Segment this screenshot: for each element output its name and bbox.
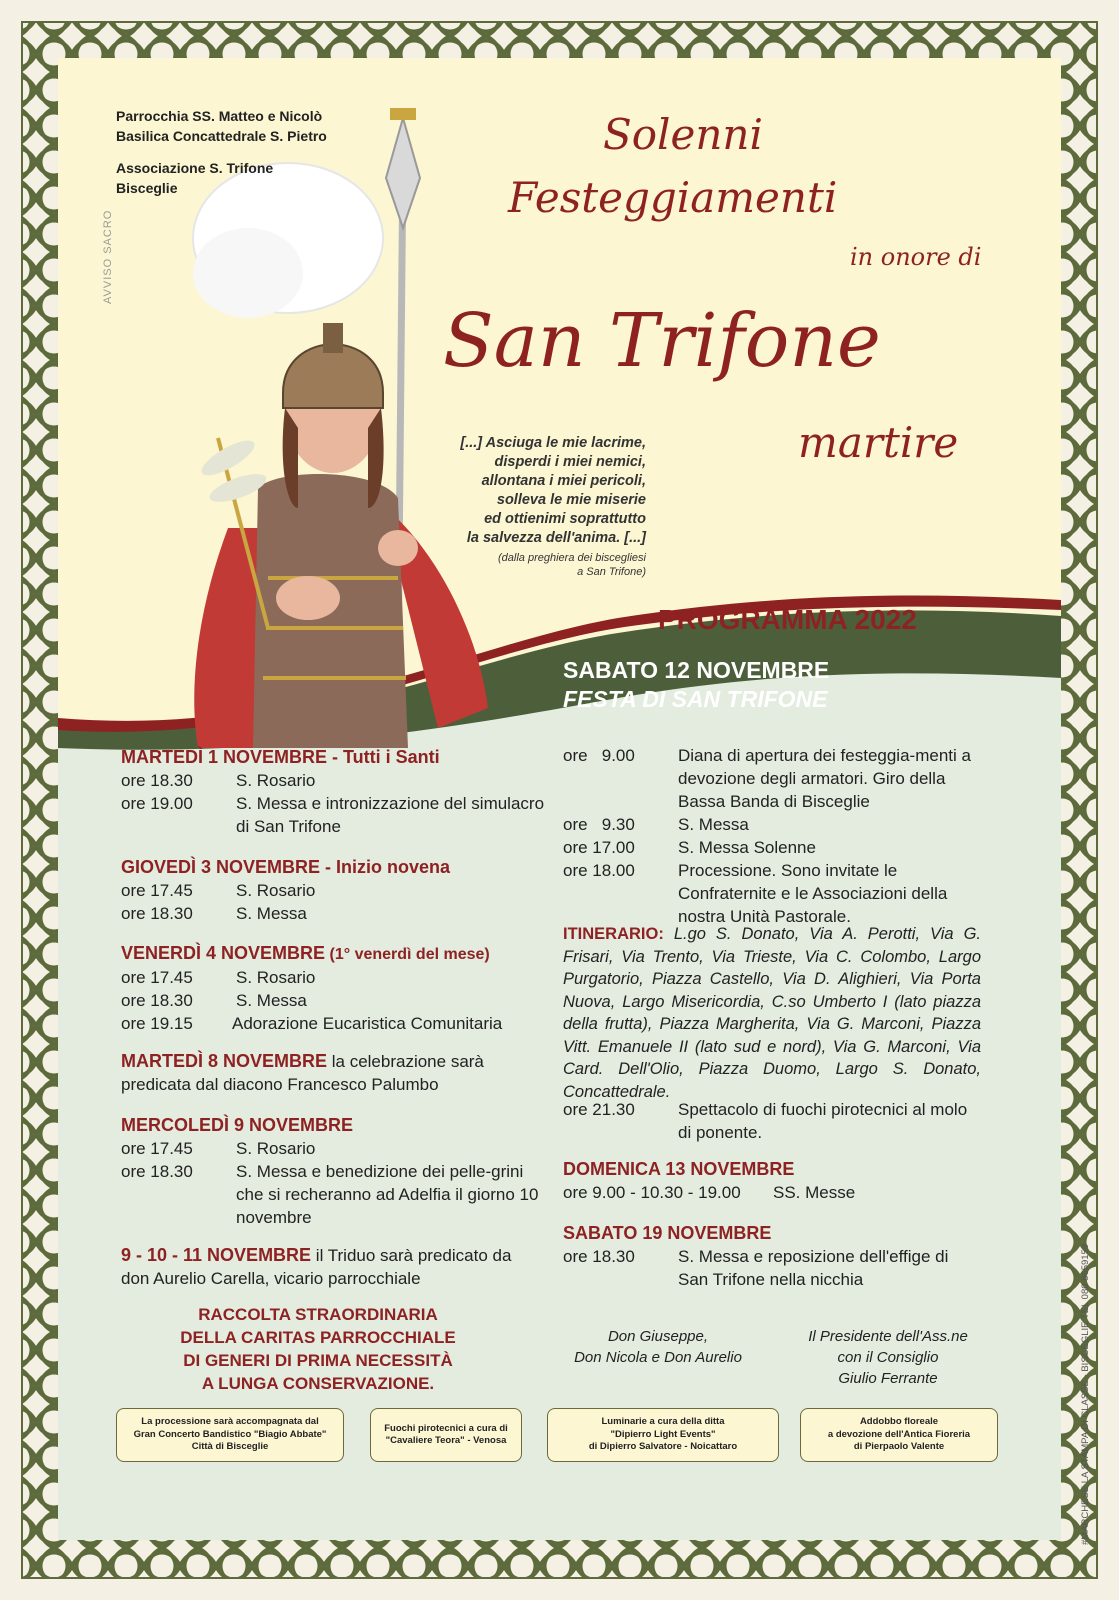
avviso-sacro-label: AVVISO SACRO — [102, 209, 114, 304]
section-martedi-8: MARTEDÌ 8 NOVEMBRE la celebrazione sarà predicata dal diacono Francesco Palumbo — [121, 1051, 484, 1094]
title-san-trifone: San Trifone — [443, 298, 881, 384]
section-heading: DOMENICA 13 NOVEMBRE — [563, 1159, 795, 1179]
sponsor-fioreria — [800, 1408, 998, 1462]
association-line-2: Bisceglie — [116, 180, 178, 196]
sponsor-line: di Pierpaolo Valente — [853, 1441, 945, 1453]
signature-clergy — [548, 1326, 768, 1368]
section-sabato-19 — [563, 1222, 983, 1291]
schedule-row: ore 19.00 S. Messa e intronizzazione del simulacro di San Trifone — [121, 794, 545, 836]
parish-line-1: Parrocchia SS. Matteo e Nicolò — [116, 108, 323, 124]
title-festeggiamenti: Festeggiamenti — [508, 173, 838, 222]
prayer-source — [426, 551, 646, 579]
signature-line: con il Consiglio — [837, 1349, 939, 1366]
schedule-row: ore 18.30 S. Messa e reposizione dell'effige di San Trifone nella nicchia — [563, 1247, 949, 1289]
section-heading: VENERDÌ 4 NOVEMBRE (1° venerdì del mese) — [121, 943, 490, 963]
sponsor-line: Fuochi pirotecnici a cura di — [384, 1422, 508, 1434]
schedule-row: ore 9.00 Diana di apertura dei festeggia-menti a devozione degli armatori. Giro della Bassa Banda di Bisceglie — [563, 746, 971, 811]
sponsor-line: a devozione dell'Antica Fioreria — [827, 1428, 971, 1440]
fuochi-row — [563, 1098, 983, 1144]
caritas-line: DI GENERI DI PRIMA NECESSITÀ — [183, 1351, 453, 1370]
section-sabato-12-schedule — [563, 744, 983, 928]
caritas-line: A LUNGA CONSERVAZIONE. — [201, 1374, 435, 1393]
section-heading: GIOVEDÌ 3 NOVEMBRE - Inizio novena — [121, 857, 451, 877]
sponsor-luminarie — [547, 1408, 779, 1462]
association-name — [116, 158, 273, 198]
parish-name — [116, 106, 327, 146]
caritas-notice — [128, 1303, 508, 1395]
caritas-line: RACCOLTA STRAORDINARIA — [198, 1305, 438, 1324]
schedule-row: ore 9.30 S. Messa — [563, 815, 749, 834]
section-mercoledi-9 — [121, 1114, 541, 1229]
section-heading: MARTEDÌ 1 NOVEMBRE - Tutti i Santi — [121, 747, 440, 767]
itinerario-text: ITINERARIO: L.go S. Donato, Via A. Perotti, Via G. Frisari, Via Trento, Via Trieste, Via C. Colombo, Largo Purgatorio, Piazza Castello, Via D. Alighieri, Via Porta Nuova, Largo Misericordia, C.so Umberto I (lato piazza della frutta), Piazza Margherita, Via G. Marconi, Piazza Vitt. Emanuele II (lato sud e nord), Via G. Marconi, Via Card. Dell'Olio, Piazza Duomo, Largo S. Donato, Concattedrale. — [563, 925, 981, 1101]
signature-line: Giulio Ferrante — [838, 1370, 938, 1387]
prayer-quote — [426, 434, 646, 548]
quote-line: [...] Asciuga le mie lacrime, — [460, 435, 646, 451]
caritas-line: DELLA CARITAS PARROCCHIALE — [180, 1328, 456, 1347]
signature-president — [778, 1326, 998, 1389]
section-venerdi-4 — [121, 942, 561, 1035]
schedule-row: ore 17.45 S. Rosario — [121, 1139, 316, 1158]
sabato12-heading: SABATO 12 NOVEMBRE — [563, 657, 830, 683]
source-line: a San Trifone) — [577, 566, 646, 578]
sponsor-line: "Cavaliere Teora" - Venosa — [385, 1435, 507, 1446]
schedule-row: ore 18.30 S. Messa — [121, 904, 307, 923]
sponsor-line: Città di Bisceglie — [191, 1441, 269, 1453]
schedule-row: ore 17.00 S. Messa Solenne — [563, 838, 816, 857]
sponsor-banda — [116, 1408, 344, 1462]
section-giovedi-3 — [121, 856, 561, 925]
association-line-1: Associazione S. Trifone — [116, 160, 274, 176]
programma-heading: PROGRAMMA 2022 — [658, 604, 917, 635]
quote-line: disperdi i miei nemici, — [494, 454, 646, 470]
quote-line: la salvezza dell'anima. [...] — [466, 530, 646, 546]
sponsor-line: La processione sarà accompagnata dal — [141, 1416, 319, 1428]
san-trifone-statue-image — [158, 108, 518, 748]
schedule-row: ore 18.00 Processione. Sono invitate le Confraternite e le Associazioni della nostra Unità Pastorale. — [563, 861, 948, 926]
festa-san-trifone-heading: FESTA DI SAN TRIFONE — [563, 686, 828, 712]
section-triduo: 9 - 10 - 11 NOVEMBRE il Triduo sarà predicato da don Aurelio Carella, vicario parrocchiale — [121, 1245, 512, 1288]
title-in-onore-di: in onore di — [850, 243, 982, 271]
section-domenica-13 — [563, 1158, 983, 1204]
section-heading: MERCOLEDÌ 9 NOVEMBRE — [121, 1115, 354, 1135]
poster — [58, 58, 1061, 1540]
section-martedi-1 — [121, 746, 561, 838]
schedule-row: ore 9.00 - 10.30 - 19.00 SS. Messe — [563, 1183, 856, 1202]
quote-line: ed ottienimi soprattutto — [484, 511, 646, 527]
quote-line: allontana i miei pericoli, — [481, 473, 646, 489]
sponsor-line: di Dipierro Salvatore - Noicattaro — [588, 1441, 738, 1453]
printer-credit: #MARCHESE LA STAMPA DI CLASSE - BISCEGLIE TEL 080 8659159 — [1080, 1243, 1091, 1545]
sponsor-line: Luminarie a cura della ditta — [601, 1416, 725, 1428]
signature-line: Don Giuseppe, — [607, 1328, 709, 1345]
sponsor-line: Addobbo floreale — [859, 1416, 939, 1428]
sponsor-line: Gran Concerto Bandistico "Biagio Abbate" — [133, 1428, 327, 1440]
schedule-row: ore 18.30 S. Messa — [121, 991, 307, 1010]
schedule-row: ore 19.15 Adorazione Eucaristica Comunitaria — [121, 1014, 503, 1033]
signature-line: Don Nicola e Don Aurelio — [574, 1349, 742, 1366]
schedule-row: ore 17.45 S. Rosario — [121, 968, 316, 987]
parish-line-2: Basilica Concattedrale S. Pietro — [116, 128, 327, 144]
source-line: (dalla preghiera dei biscegliesi — [498, 552, 646, 564]
schedule-row: ore 18.30 S. Rosario — [121, 771, 316, 790]
section-heading: SABATO 19 NOVEMBRE — [563, 1223, 772, 1243]
schedule-row: ore 18.30 S. Messa e benedizione dei pelle-grini che si recheranno ad Adelfia il giorno 10 novembre — [121, 1162, 539, 1227]
title-martire: martire — [798, 418, 959, 467]
schedule-row: ore 17.45 S. Rosario — [121, 881, 316, 900]
sponsor-fuochi — [370, 1408, 522, 1462]
title-solenni: Solenni — [603, 110, 763, 159]
signature-line: Il Presidente dell'Ass.ne — [808, 1328, 968, 1345]
itinerario-label: ITINERARIO: — [563, 925, 664, 943]
schedule-row: ore 21.30 Spettacolo di fuochi pirotecnici al molo di ponente. — [563, 1100, 968, 1142]
sponsor-line: "Dipierro Light Events" — [610, 1428, 716, 1440]
quote-line: solleva le mie miserie — [496, 492, 646, 508]
